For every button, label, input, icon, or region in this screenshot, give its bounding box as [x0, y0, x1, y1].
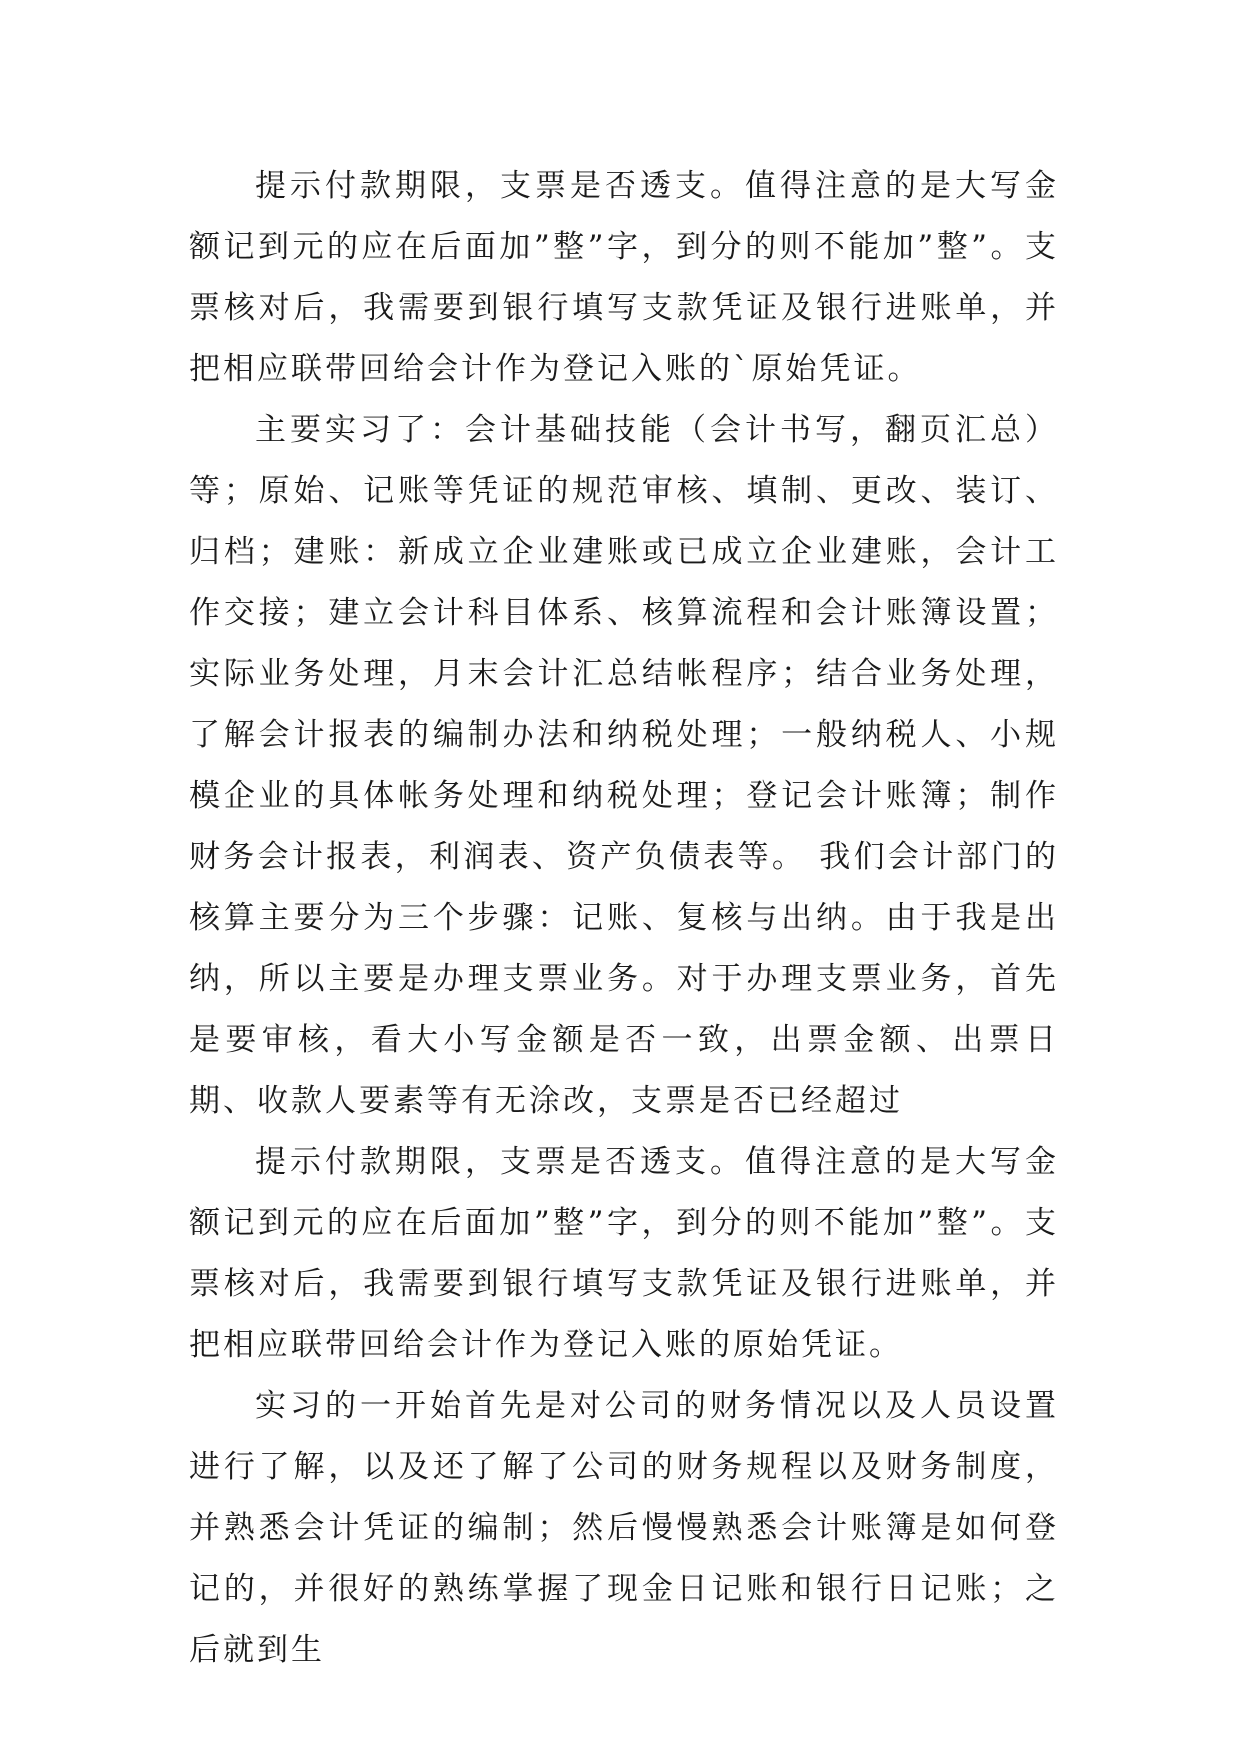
paragraph-3: 提示付款期限，支票是否透支。值得注意的是大写金额记到元的应在后面加”整”字，到分的则不能加”整”。支票核对后，我需要到银行填写支款凭证及银行进账单，并把相应联带回给会计作为登记入账的原始凭证。 — [189, 1144, 1059, 1363]
paragraph-1: 提示付款期限，支票是否透支。值得注意的是大写金额记到元的应在后面加”整”字，到分的则不能加”整”。支票核对后，我需要到银行填写支款凭证及银行进账单，并把相应联带回给会计作为登记入账的`原始凭证。 — [189, 168, 1059, 387]
paragraph-4: 实习的一开始首先是对公司的财务情况以及人员设置进行了解，以及还了解了公司的财务规程以及财务制度，并熟悉会计凭证的编制；然后慢慢熟悉会计账簿是如何登记的，并很好的熟练掌握了现金日记账和银行日记账；之后就到生 — [189, 1388, 1059, 1668]
paragraph-2: 主要实习了：会计基础技能（会计书写，翻页汇总）等；原始、记账等凭证的规范审核、填制、更改、装订、归档；建账：新成立企业建账或已成立企业建账，会计工作交接；建立会计科目体系、核算流程和会计账簿设置； 实际业务处理，月末会计汇总结帐程序；结合业务处理，了解会计报表的编制办法和纳税处理；一般纳税人、小规模企业的具体帐务处理和纳税处理；登记会计账簿；制作财务会计报表，利润表、资产负债表等。 我们会计部门的核算主要分为三个步骤：记账、复核与出纳。由于我是出纳，所以主要是办理支票业务。对于办理支票业务，首先是要审核，看大小写金额是否一致，出票金额、出票日期、收款人要素等有无涂改，支票是否已经超过 — [189, 412, 1085, 1119]
document-body — [189, 156, 1085, 1681]
